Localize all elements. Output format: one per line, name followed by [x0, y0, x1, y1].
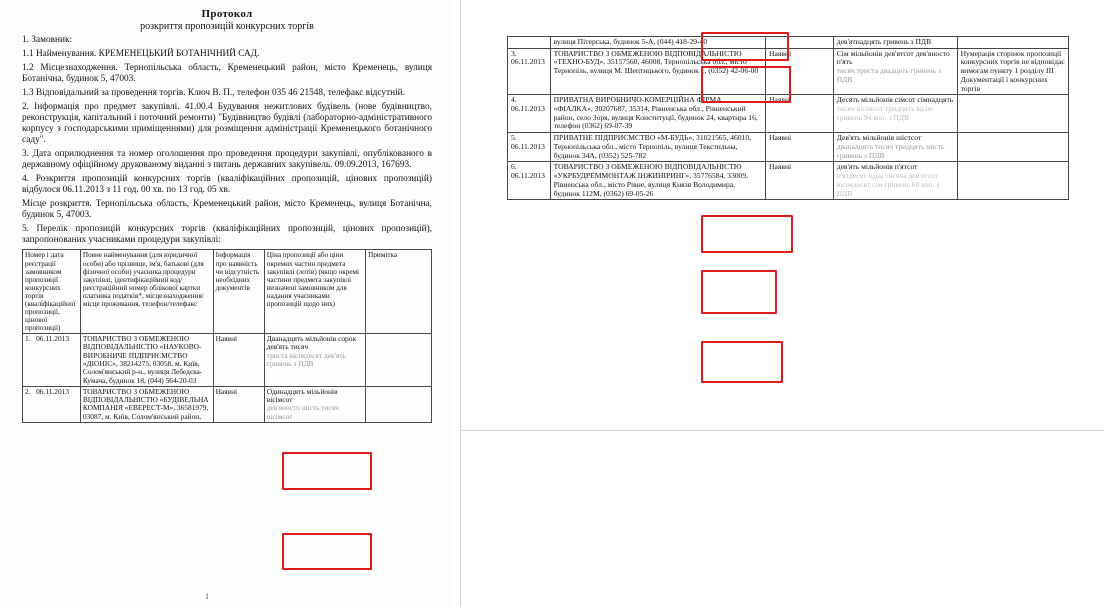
cell-availability-4: Наявні — [766, 95, 834, 133]
table-row — [508, 95, 1069, 133]
page-title: Протокол — [201, 8, 253, 20]
cell-name-3: ТОВАРИСТВО З ОБМЕЖЕНОЮ ВІДПОВІДАЛЬНІСТЮ «ТЕХНО-БУД», 35157560, 46008, Тернопільська обл., місто Тернопіль, вулиця М. Шептицького, будинок 1, (0352) 42-06-00 — [550, 48, 765, 95]
row-num-4: 4. — [511, 95, 517, 105]
cell-note-6 — [957, 162, 1068, 200]
cell-availability-5: Наявні — [766, 133, 834, 162]
cell-price-5 — [833, 133, 957, 162]
row-num-6: 6. — [511, 162, 517, 172]
cell-name-4: ПРИВАТНА ВИРОБНИЧО-КОМЕРЦІЙНА ФІРМА «ФІАЛКА», 30207687, 35314, Рівненська обл., Рівненський район, село Зоря, вулиця Конституції, будинок 24, квартира 16, телефон (0362) 69-07-39 — [550, 95, 765, 133]
redaction-box-right-6 — [701, 341, 783, 383]
document-right-page — [452, 0, 1104, 607]
paragraph-2: 2. Інформація про предмет закупівлі. 41.00.4 Будування нежитлових будівель (нове будівництво, реконструкція, капітальний і поточний ремонти) "Будівництво будівлі (лабораторно-адміністративного корпусу з господарськими приміщеннями) для розміщення адміністрації Кременецького ботанічного саду". — [22, 101, 432, 145]
cell-availability-3: Наявні — [766, 48, 834, 95]
paragraph-1-2: 1.2 Місцезнаходження. Тернопільська область, Кременецький район, місто Кременець, вулиця Ботанічна, будинок 5, 47003. — [22, 62, 432, 84]
price-redacted-text-6: дев'ять мільйонів п'ятсот — [836, 162, 918, 172]
cell-availability-2: Наявні — [213, 386, 264, 422]
table-row — [508, 162, 1069, 200]
redaction-box-right-5 — [701, 270, 777, 314]
price-faded-text-2: дев'яносто шість тисяч вісімсот — [266, 403, 339, 421]
price-faded-text-4: тисяч вісімсот тридцять вісім гривень 94 коп. з ПДВ — [836, 104, 933, 122]
cell-number-5 — [508, 133, 551, 162]
redaction-box-left-1 — [282, 452, 372, 490]
price-faded-text-3: тисяч триста двадцять гривень з ПДВ — [836, 66, 942, 84]
cell-availability-1: Наявні — [213, 334, 264, 387]
redaction-box-right-4 — [701, 215, 793, 253]
row-num-3: 3. — [511, 48, 517, 58]
row-date-3: 06.11.2013 — [511, 57, 545, 67]
paragraph-5: 5. Перелік пропозицій конкурсних торгів (кваліфікаційних пропозицій, цінових пропозицій), запропонованих учасниками процедури закупівлі: — [22, 223, 432, 245]
row-date-6: 06.11.2013 — [511, 171, 545, 181]
row-num-5: 5. — [511, 133, 517, 143]
header-participant-name: Повне найменування (для юридичної особи) або прізвище, ім'я, батькові (для фізичної особи) учасника процедури закупівлі, ідентифікаційний код/ реєстраційний номер облікової картки платника податків*, місцезнаходження/місце проживання, телефон/телефакс — [80, 250, 213, 334]
price-faded-text-1: триста вісімдесят дев'ять гривень з ПДВ — [266, 350, 346, 368]
cell-price-4 — [833, 95, 957, 133]
sheet-edge-vertical — [460, 0, 461, 607]
header-documents-availability: Інформація про наявність чи відсутність необхідних документів — [213, 250, 264, 334]
price-redacted-text-4: Десять мільйонів сімсот сімнадцять — [836, 95, 954, 105]
cell-name-6: ТОВАРИСТВО З ОБМЕЖЕНОЮ ВІДПОВІДАЛЬНІСТЮ «УКРБУДРЕММОНТАЖ ІНЖИНІРИНГ», 35776584, 33009, Рівненська обл., місто Рівне, вулиця Князя Володимира, будинок 112М, (0362) 69-05-26 — [550, 162, 765, 200]
cell-price-0 — [833, 37, 957, 49]
price-faded-text-5: дванадцять тисяч тридцять шість гривень з ПДВ — [836, 141, 945, 160]
cell-number-3 — [508, 48, 551, 95]
cell-note-4 — [957, 95, 1068, 133]
paragraph-1: 1. Замовник: — [22, 35, 73, 45]
redaction-box-left-2 — [282, 533, 372, 570]
cell-note-2 — [366, 386, 432, 422]
price-redacted-text-2: Одинадцять мільйонів вісімсот — [266, 386, 338, 405]
table-header-row — [23, 250, 432, 334]
cell-price-3 — [833, 48, 957, 95]
cell-availability-6: Наявні — [766, 162, 834, 200]
cell-name-1: ТОВАРИСТВО З ОБМЕЖЕНОЮ ВІДПОВІДАЛЬНІСТЮ «НАУКОВО-ВИРОБНИЧЕ ПІДПРИЄМСТВО «ДІОНІС», 38214275, 03058, м. Київ, Солом'янський р-н., вулиця Лебедєва-Кумача, будинок 18, (044) 564-20-03 — [80, 334, 213, 387]
cell-note-0 — [957, 37, 1068, 49]
row-date-1: 06.11.2013 — [36, 334, 70, 344]
document-left-page — [0, 0, 453, 607]
page-subtitle: розкриття пропозицій конкурсних торгів — [140, 21, 314, 32]
paragraph-1-3: 1.3 Відповідальний за проведення торгів. Ключ В. П., телефон 035 46 21548, телефакс відсутній. — [22, 87, 405, 98]
table-row — [23, 386, 432, 422]
cell-number-1 — [23, 334, 81, 387]
row-num-2: 2. — [25, 386, 31, 396]
cell-number-0 — [508, 37, 551, 49]
right-sheet — [452, 0, 1104, 607]
row-date-4: 06.11.2013 — [511, 104, 545, 114]
table-row — [23, 334, 432, 387]
price-text-0: дев'ятнадцять гривень з ПДВ — [836, 37, 932, 46]
cell-note-1 — [366, 334, 432, 387]
cell-price-1 — [264, 334, 365, 387]
cell-name-5: ПРИВАТНЕ ПІДПРИЄМСТВО «М-БУДЬ», 31021565, 46010, Тернопільська обл., місто Тернопіль, вулиця Текстильна, будинок 34А, (0352) 525-782 — [550, 133, 765, 162]
cell-note-5 — [957, 133, 1068, 162]
paragraph-3: 3. Дата оприлюднення та номер оголошення про проведення процедури закупівлі, опублікованого в державному офіційному друкованому виданні з питань державних закупівель. 09.09.2013, 167693. — [22, 148, 432, 170]
paragraph-4: 4. Розкриття пропозицій конкурсних торгів (кваліфікаційних пропозицій, цінових пропозицій) відбулося 06.11.2013 з 11 год. 00 хв. по 13 год. 05 хв. — [22, 173, 432, 195]
table-row — [508, 37, 1069, 49]
cell-number-2 — [23, 386, 81, 422]
header-note: Примітка — [366, 250, 432, 334]
cell-number-4 — [508, 95, 551, 133]
cell-availability-0 — [766, 37, 834, 49]
price-redacted-text-1: Дванадцять мільйонів сорок дев'ять тисяч — [266, 334, 357, 352]
header-registration-number: Номер і дата реєстрації замовником пропозиції конкурсних торгів (кваліфікаційної пропозиції, цінової пропозиції) — [23, 250, 81, 334]
row-date-5: 06.11.2013 — [511, 141, 545, 151]
left-proposals-table — [22, 249, 432, 422]
page-number: 1 — [205, 592, 209, 601]
cell-number-6 — [508, 162, 551, 200]
cell-price-2 — [264, 386, 365, 422]
header-proposal-price: Ціна пропозиції або ціни окремих частин предмета закупівлі (лотів) (якщо окремі частини предмета закупівлі визначені замовником для надання учасниками пропозицій щодо них) — [264, 250, 365, 334]
price-faded-text-6: п'ятдесят одна тисяча дев'ятсот вісімдесят сім гривень 60 коп. з ПДВ — [836, 171, 940, 198]
price-redacted-text-5: Дев'ять мільйонів шістсот — [836, 133, 922, 143]
sheet-edge-horizontal — [460, 430, 1104, 431]
price-redacted-text-3: Сім мільйонів дев'ятсот дев'яносто п'ять — [836, 48, 950, 67]
row-date-2: 06.11.2013 — [36, 386, 70, 396]
right-proposals-table — [507, 36, 1069, 200]
table-row — [508, 48, 1069, 95]
row-num-1: 1. — [25, 334, 31, 344]
paragraph-place: Місце розкриття. Тернопільська область, Кременецький район, місто Кременець, вулиця Ботанічна, будинок 5, 47003. — [22, 198, 432, 220]
cell-note-3: Нумерація сторінок пропозиції конкурсних торгів не відповідає вимогам пункту 1 розділу III Документації і конкурсних торгів — [957, 48, 1068, 95]
cell-price-6 — [833, 162, 957, 200]
cell-name-0: вулиця Пітерська, будинок 5-А, (044) 418-29-40 — [550, 37, 765, 49]
paragraph-1-1: 1.1 Найменування. КРЕМЕНЕЦЬКИЙ БОТАНІЧНИЙ САД. — [22, 48, 260, 59]
table-row — [508, 133, 1069, 162]
cell-name-2: ТОВАРИСТВО З ОБМЕЖЕНОЮ ВІДПОВІДАЛЬНІСТЮ «БУДІВЕЛЬНА КОМПАНІЯ «ЕВЕРЕСТ-М», 36581979, 03087, м. Київ, Солом'янський район, — [80, 386, 213, 422]
